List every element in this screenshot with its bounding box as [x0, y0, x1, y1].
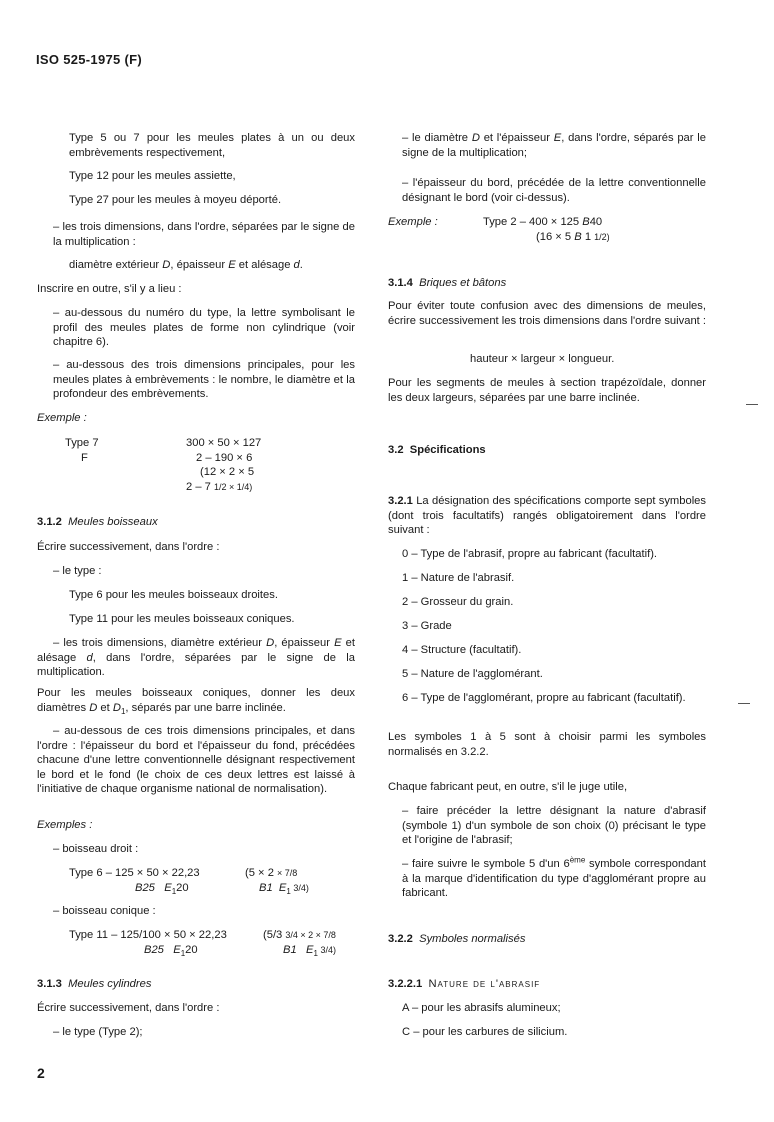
- s312-dims-b: , épaisseur: [274, 637, 335, 649]
- straight-line2: [69, 881, 200, 896]
- example1-dims-line4-b: 1/2 × 1/4): [214, 481, 253, 492]
- section-3-1-3-title: Meules cylindres: [68, 978, 152, 990]
- symbol-list-3: 3 – Grade: [402, 620, 452, 632]
- s312-dims-d: d: [86, 651, 93, 664]
- conic-l2b: E: [173, 943, 181, 956]
- dims-paragraph: – les trois dimensions, dans l'ordre, séparées par le signe de la multiplication :: [53, 221, 355, 248]
- page-number: 2: [37, 1065, 45, 1081]
- section-3-2-2-heading: [388, 932, 525, 947]
- r-diam-E: E: [553, 132, 562, 144]
- symbol-list-0: 0 – Type de l'abrasif, propre au fabricant (facultatif).: [402, 548, 658, 560]
- s312-conic-b: et: [97, 701, 113, 714]
- standard-id-header: ISO 525-1975 (F): [36, 52, 142, 67]
- inscribe-paragraph: Inscrire en outre, s'il y a lieu :: [37, 283, 182, 295]
- conic-l2sub: 1: [180, 948, 186, 958]
- section-3-2-2-title: Symboles normalisés: [419, 933, 526, 945]
- straight-r1a: (5 × 2: [245, 867, 278, 879]
- conic-r2b: E: [306, 943, 314, 956]
- s313-type: – le type (Type 2);: [53, 1026, 143, 1038]
- straight-line1: Type 6 – 125 × 50 × 22,23: [69, 867, 200, 879]
- abrasive-a: A – pour les abrasifs alumineux;: [402, 1002, 561, 1014]
- symbol-list-5: 5 – Nature de l'agglomérant.: [402, 668, 543, 680]
- r-ex-l1a: Type 2 – 400 × 125: [483, 216, 583, 228]
- section-3-1-2-title: Meules boisseaux: [68, 516, 158, 528]
- s312-write: Écrire successivement, dans l'ordre :: [37, 541, 220, 553]
- r-ex-l2c: 1: [581, 230, 595, 243]
- straight-l2b: E: [164, 881, 172, 894]
- symbols-1-5-paragraph: Les symboles 1 à 5 sont à choisir parmi les symboles normalisés en 3.2.2.: [388, 731, 706, 758]
- s312-conic-D1: D: [112, 701, 121, 714]
- example1-dims-line2: 2 – 190 × 6: [196, 451, 253, 464]
- s312-conic-paragraph: [37, 686, 355, 715]
- example1-type: [65, 436, 99, 465]
- type12-paragraph: Type 12 pour les meules assiette,: [69, 170, 236, 182]
- section-3-2-2-number: 3.2.2: [388, 933, 413, 945]
- r-edge-paragraph: – l'épaisseur du bord, précédée de la lettre conventionnelle désignant le bord (voir ci-dessus).: [402, 177, 706, 204]
- s312-conic-a: Pour les meules boisseaux coniques, donner les deux diamètres: [37, 687, 355, 714]
- r-ex-l2d: 1/2): [594, 231, 610, 242]
- s321-number: 3.2.1: [388, 495, 413, 507]
- s312-below-text: – au-dessous de ces trois dimensions principales, et dans l'ordre : l'épaisseur du bord et l'épaisseur du fond, précédées chacune d'une lettre conventionnelle désignant respectivement le bord et le fond (le choix de ces deux lettres est laissé à l'initiative de chaque organisme national de normalisation).: [37, 725, 355, 795]
- s312-dims-D: D: [266, 637, 275, 649]
- conic-r2sub: 1: [313, 948, 318, 958]
- section-3-2-2-1-number: 3.2.2.1: [388, 978, 423, 990]
- margin-tick-lower: [738, 703, 750, 704]
- dims-mid2: et alésage: [235, 259, 294, 271]
- type5-paragraph: Type 5 ou 7 pour les meules plates à un ou deux embrèvements respectivement,: [69, 132, 355, 159]
- s312-dims-e: , dans l'ordre, séparées par le signe de la multiplication.: [37, 651, 355, 678]
- maker-b2: symbole correspondant à la marque d'identification du type d'agglomérant propre au fabricant.: [402, 858, 706, 899]
- r-diam-D: D: [471, 132, 480, 144]
- straight-l2c: 20: [176, 881, 189, 894]
- conic-r1a: (5/3: [263, 929, 286, 941]
- type27-paragraph: Type 27 pour les meules à moyeu déporté.: [69, 194, 282, 206]
- r-diam-a: – le diamètre: [402, 132, 472, 144]
- dims-D: D: [162, 259, 171, 271]
- section-3-2-2-1-title: Nature de l'abrasif: [428, 978, 541, 990]
- dims-mid: , épaisseur: [170, 259, 229, 271]
- section-3-1-3-number: 3.1.3: [37, 978, 62, 990]
- symbol-list-2: 2 – Grosseur du grain.: [402, 596, 514, 608]
- example1-dims-line4: [186, 480, 261, 495]
- straight-example-right: [245, 866, 309, 895]
- section-3-2-number: 3.2: [388, 444, 404, 456]
- below-type-paragraph: – au-dessous du numéro du type, la lettre symbolisant le profil des meules plates de forme non cylindrique (voir chapitre 6).: [53, 307, 355, 348]
- dims-d: d: [293, 259, 300, 271]
- straight-r1b: × 7/8: [277, 868, 298, 878]
- r-ex-l2b: B: [574, 230, 582, 243]
- straight-r2sub: 1: [286, 886, 291, 896]
- straight-example-left: [69, 866, 200, 895]
- section-3-2-heading: [388, 443, 486, 458]
- symbol-list-4: 4 – Structure (facultatif).: [402, 644, 522, 656]
- conic-example-right: [263, 928, 336, 957]
- conic-line1: Type 11 – 125/100 × 50 × 22,23: [69, 929, 227, 941]
- examples-label: Exemples :: [37, 819, 93, 831]
- example1-dims-line3: (12 × 2 × 5: [200, 466, 255, 478]
- straight-r2: [245, 881, 309, 896]
- section-3-1-4-heading: [388, 276, 506, 291]
- example1-dims: [186, 436, 261, 494]
- section-3-2-title: Spécifications: [409, 444, 486, 456]
- straight-r2b: E: [278, 881, 287, 894]
- conic-line2: [69, 943, 227, 958]
- conic-l2c: 20: [185, 943, 198, 956]
- below-dims-paragraph: – au-dessous des trois dimensions principales, pour les meules plates à embrèvements : le nombre, le diamètre et la profondeur des embrèvements.: [53, 359, 355, 400]
- conic-r1: [263, 928, 336, 943]
- r-example: [483, 215, 610, 244]
- s313-write: Écrire successivement, dans l'ordre :: [37, 1002, 220, 1014]
- symbol-list-6: 6 – Type de l'agglomérant, propre au fabricant (facultatif).: [402, 692, 686, 704]
- maker-a-paragraph: – faire précéder la lettre désignant la nature d'abrasif (symbole 1) d'un symbole de son choix (0) précisant le type et l'origine de l'abrasif;: [402, 805, 706, 846]
- dims-end: .: [299, 259, 303, 271]
- s312-type: – le type :: [53, 565, 102, 577]
- section-3-1-2-heading: [37, 515, 158, 530]
- straight-l2a: B25: [135, 881, 155, 894]
- example1-dims-line1: 300 × 50 × 127: [186, 437, 262, 449]
- straight-label: – boisseau droit :: [53, 843, 139, 855]
- section-3-1-4-title: Briques et bâtons: [419, 277, 507, 289]
- section-3-1-3-heading: [37, 977, 151, 992]
- straight-r2a: B1: [259, 881, 273, 894]
- maker-paragraph: Chaque fabricant peut, en outre, s'il le juge utile,: [388, 781, 628, 793]
- s321-paragraph: [388, 494, 706, 538]
- s312-dims-E: E: [334, 637, 342, 649]
- conic-l2a: B25: [144, 943, 164, 956]
- r-ex-line2: [483, 230, 610, 245]
- s314-formula: hauteur × largeur × longueur.: [470, 353, 615, 365]
- example-label: Exemple :: [37, 412, 87, 424]
- straight-l2sub: 1: [171, 886, 177, 896]
- dims-E: E: [228, 259, 236, 271]
- s312-conic-sub: 1: [120, 706, 126, 716]
- r-ex-l1b: B: [582, 216, 590, 228]
- section-3-1-4-number: 3.1.4: [388, 277, 413, 289]
- straight-r1: [245, 866, 309, 881]
- example1-type-line1: Type 7: [65, 437, 99, 449]
- margin-tick-upper: [746, 404, 758, 405]
- example1-dims-line4-a: 2 – 7: [186, 480, 214, 493]
- conic-r2a: B1: [283, 943, 297, 956]
- conic-r1b: 3/4 × 2 × 7/8: [285, 930, 336, 940]
- straight-r2c: 3/4): [290, 882, 309, 893]
- s312-dims-c: et alésage: [37, 637, 355, 664]
- r-diam-c: , dans l'ordre, séparés par le signe de la multiplication;: [402, 132, 706, 159]
- s314-p1: Pour éviter toute confusion avec des dimensions de meules, écrire successivement les trois dimensions dans l'ordre suivant :: [388, 300, 707, 327]
- s312-dims-paragraph: [37, 636, 355, 680]
- r-diam-b: et l'épaisseur: [479, 132, 554, 144]
- example1-type-line2: F: [81, 451, 88, 464]
- abrasive-c: C – pour les carbures de silicium.: [402, 1026, 568, 1038]
- symbol-list-1: 1 – Nature de l'abrasif.: [402, 572, 515, 584]
- s312-dims-a: – les trois dimensions, diamètre extérieur: [53, 637, 267, 649]
- maker-b1: – faire suivre le symbole 5 d'un 6: [402, 858, 570, 870]
- s314-p2: Pour les segments de meules à section trapézoïdale, donner les deux largeurs, séparées par une barre inclinée.: [388, 377, 706, 404]
- s312-conic-c: , séparés par une barre inclinée.: [125, 701, 286, 714]
- s321-text: La désignation des spécifications comporte sept symboles (dont trois facultatifs) rangés obligatoirement dans l'ordre suivant :: [388, 495, 706, 536]
- conic-example-left: [69, 928, 227, 957]
- section-3-2-2-1-heading: [388, 977, 540, 992]
- s312-type6: Type 6 pour les meules boisseaux droites.: [69, 589, 278, 601]
- r-diam-paragraph: [402, 131, 706, 160]
- s312-below-paragraph: [37, 724, 355, 797]
- conic-r2c: 3/4): [317, 944, 336, 955]
- section-3-1-2-number: 3.1.2: [37, 516, 62, 528]
- conic-r2: [263, 943, 336, 958]
- r-example-label: Exemple :: [388, 216, 438, 228]
- r-ex-l1c: 40: [589, 216, 603, 228]
- r-ex-l2a: (16 × 5: [536, 230, 575, 243]
- dims-detail: [69, 258, 303, 273]
- r-ex-line1: [483, 215, 610, 230]
- maker-b-sup: ème: [569, 855, 586, 865]
- s312-type11: Type 11 pour les meules boisseaux coniques.: [69, 613, 295, 625]
- dims-pre: diamètre extérieur: [69, 259, 163, 271]
- s312-conic-D: D: [89, 701, 98, 714]
- conic-label: – boisseau conique :: [53, 905, 156, 917]
- maker-b-paragraph: [402, 857, 706, 901]
